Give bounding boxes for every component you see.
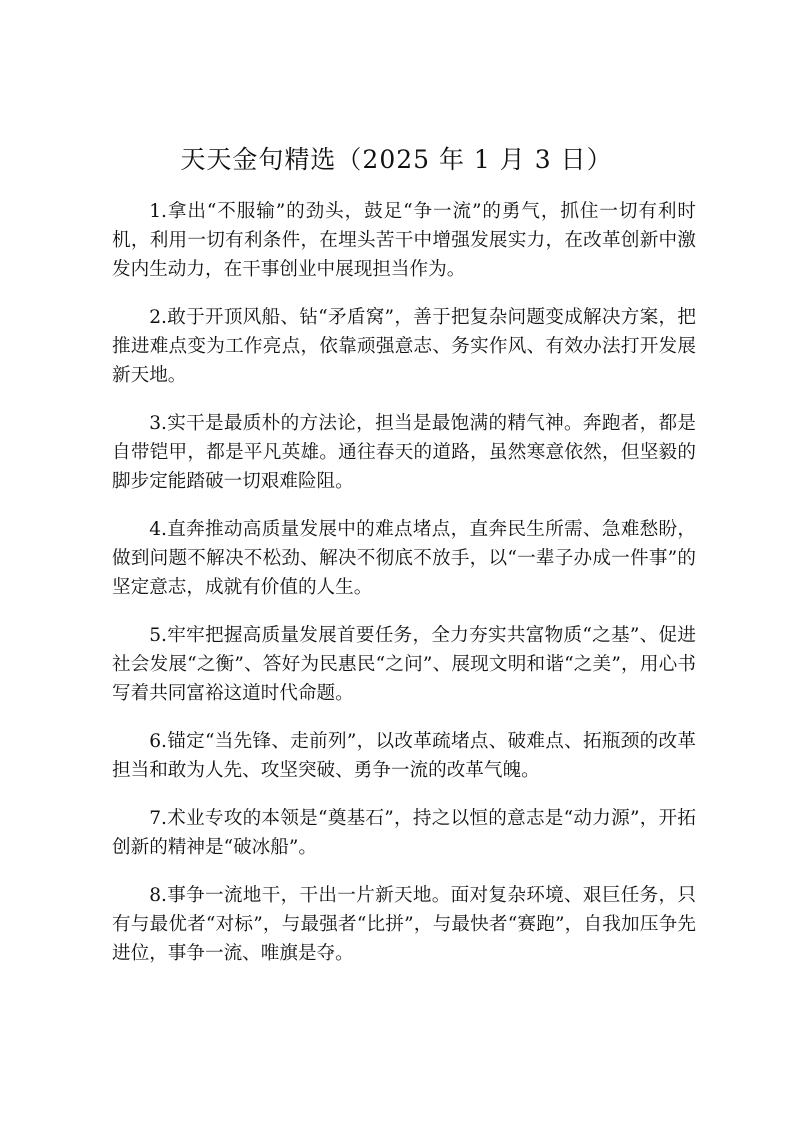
quote-paragraph-4: 4.直奔推动高质量发展中的难点堵点，直奔民生所需、急难愁盼，做到问题不解决不松劲、解决不彻底不放手，以“一辈子办成一件事”的坚定意志，成就有价值的人生。	[112, 519, 696, 598]
quote-paragraph-2: 2.敢于开顶风船、钻“矛盾窝”，善于把复杂问题变成解决方案，把推进难点变为工作亮点，依靠顽强意志、务实作风、有效办法打开发展新天地。	[112, 307, 696, 386]
page-title: 天天金句精选（2025 年 1 月 3 日）	[180, 145, 613, 174]
quote-paragraph-3: 3.实干是最质朴的方法论，担当是最饱满的精气神。奔跑者，都是自带铠甲，都是平凡英雄。通往春天的道路，虽然寒意依然，但坚毅的脚步定能踏破一切艰难险阻。	[112, 413, 696, 492]
quote-paragraph-8: 8.事争一流地干，干出一片新天地。面对复杂环境、艰巨任务，只有与最优者“对标”，与最强者“比拼”，与最快者“赛跑”，自我加压争先进位，事争一流、唯旗是夺。	[112, 885, 696, 964]
quote-paragraph-7: 7.术业专攻的本领是“奠基石”，持之以恒的意志是“动力源”，开拓创新的精神是“破冰船”。	[112, 808, 696, 858]
quote-list	[112, 197, 696, 987]
quote-paragraph-1: 1.拿出“不服输”的劲头，鼓足“争一流”的勇气，抓住一切有利时机，利用一切有利条件，在埋头苦干中增强发展实力，在改革创新中激发内生动力，在干事创业中展现担当作为。	[112, 201, 696, 280]
quote-paragraph-5: 5.牢牢把握高质量发展首要任务，全力夯实共富物质“之基”、促进社会发展“之衡”、答好为民惠民“之问”、展现文明和谐“之美”，用心书写着共同富裕这道时代命题。	[112, 625, 696, 704]
quote-paragraph-6: 6.锚定“当先锋、走前列”，以改革疏堵点、破难点、拓瓶颈的改革担当和敢为人先、攻坚突破、勇争一流的改革气魄。	[112, 731, 696, 781]
